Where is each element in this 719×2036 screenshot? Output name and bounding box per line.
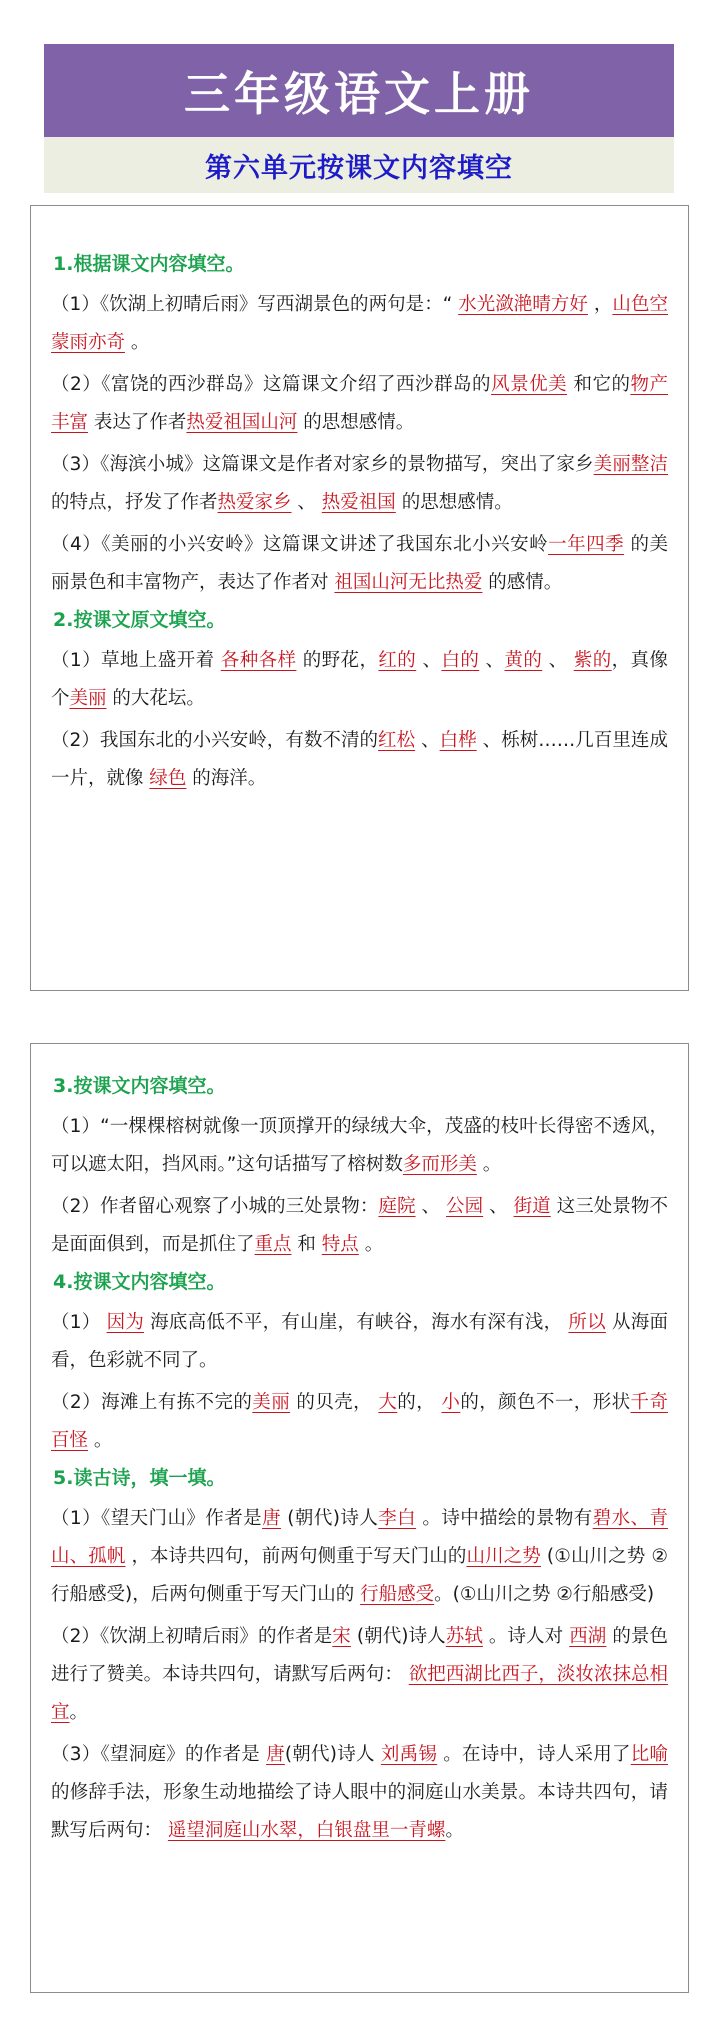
question-text: 的海洋。 — [186, 768, 267, 789]
answer-text: 绿色 — [149, 768, 187, 789]
question-text: 、 — [415, 1196, 446, 1217]
question-text: 。(①山川之势 ②行船感受) — [434, 1584, 655, 1605]
answer-text: 风景优美 — [491, 374, 568, 395]
question-paragraph — [51, 1188, 668, 1264]
answer-text: 特点 — [321, 1234, 359, 1255]
question-text: 。诗中描绘的景物有 — [416, 1508, 593, 1529]
question-text: 的思想感情。 — [297, 412, 415, 433]
question-text: 、 — [416, 650, 442, 671]
question-paragraph — [51, 526, 668, 602]
question-text: 、 — [479, 650, 505, 671]
question-text: （2）海滩上有拣不完的 — [51, 1392, 253, 1413]
header — [44, 44, 674, 193]
answer-text: 小 — [441, 1392, 461, 1413]
question-text: （1）《饮湖上初晴后雨》写西湖景色的两句是：“ — [51, 294, 459, 315]
question-text: （2）作者留心观察了小城的三处景物： — [51, 1196, 379, 1217]
question-text: 的景色进行了赞美。本诗共四句，请默写后两句： — [51, 1626, 668, 1685]
answer-text: 红的 — [378, 650, 417, 671]
answer-text: 祖国山河无比热爱 — [334, 572, 483, 593]
answer-text: 比喻 — [630, 1744, 668, 1765]
question-paragraph — [51, 642, 668, 718]
question-text: （1）草地上盛开着 — [51, 650, 221, 671]
question-text: （2）《饮湖上初晴后雨》的作者是 — [51, 1626, 333, 1647]
answer-text: 多而形美 — [402, 1154, 477, 1175]
question-paragraph — [51, 1736, 668, 1850]
answer-text: 宋 — [332, 1626, 351, 1647]
answer-text: 热爱祖国 — [321, 492, 396, 513]
question-text: 和它的 — [567, 374, 631, 395]
answer-text: 遥望洞庭山水翠，白银盘里一青螺 — [167, 1820, 446, 1841]
answer-text: 白的 — [441, 650, 480, 671]
worksheet-card-1 — [30, 205, 689, 991]
question-text: （3）《望洞庭》的作者是 — [51, 1744, 267, 1765]
question-text: 的大花坛。 — [106, 688, 205, 709]
question-paragraph — [51, 446, 668, 522]
question-paragraph — [51, 1108, 668, 1184]
question-text: (朝代)诗人 — [284, 1744, 381, 1765]
question-text: （2）《富饶的西沙群岛》这篇课文介绍了西沙群岛的 — [51, 374, 492, 395]
answer-text: 大 — [378, 1392, 398, 1413]
answer-text: 山川之势 — [466, 1546, 541, 1567]
question-text: 、 — [483, 1196, 514, 1217]
question-text: ， — [587, 294, 613, 315]
answer-text: 美丽整洁 — [593, 454, 668, 475]
section-title: 1.根据课文内容填空。 — [53, 253, 245, 275]
section-title: 4.按课文内容填空。 — [53, 1271, 226, 1293]
question-text: ，本诗共四句，前两句侧重于写天门山的 — [125, 1546, 467, 1567]
question-text: 。 — [476, 1154, 502, 1175]
question-text: （1）《望天门山》作者是 — [51, 1508, 263, 1529]
question-paragraph — [51, 366, 668, 442]
question-text: 这三处景物不是面面俱到，而是抓住了 — [51, 1196, 668, 1255]
answer-text: 西湖 — [569, 1626, 607, 1647]
question-paragraph — [51, 1384, 668, 1460]
question-text: 。诗人对 — [482, 1626, 570, 1647]
question-text: 、 — [291, 492, 322, 513]
question-text: 、 — [415, 730, 440, 751]
answer-text: 李白 — [378, 1508, 417, 1529]
answer-text: 山色空蒙雨亦奇 — [51, 294, 668, 353]
answer-text: 公园 — [446, 1196, 484, 1217]
answer-text: 千奇百怪 — [51, 1392, 668, 1451]
question-text: 表达了作者 — [88, 412, 187, 433]
question-text: 。 — [88, 1430, 113, 1451]
question-text: 和 — [291, 1234, 322, 1255]
question-text: 的贝壳， — [290, 1392, 379, 1413]
answer-text: 美丽 — [252, 1392, 291, 1413]
question-text: (朝代)诗人 — [280, 1508, 379, 1529]
worksheet-card-2 — [30, 1043, 689, 1993]
question-text: (朝代)诗人 — [350, 1626, 446, 1647]
question-text: 。 — [445, 1820, 464, 1841]
answer-text: 唐 — [262, 1508, 281, 1529]
question-paragraph — [51, 1304, 668, 1380]
question-text: 、栎树……几百里连成一片，就像 — [51, 730, 668, 789]
answer-text: 水光潋滟晴方好 — [458, 294, 588, 315]
answer-text: 庭院 — [378, 1196, 416, 1217]
answer-text: 美丽 — [69, 688, 107, 709]
question-text: （2）我国东北的小兴安岭，有数不清的 — [51, 730, 379, 751]
answer-text: 唐 — [266, 1744, 285, 1765]
answer-text: 紫的 — [573, 650, 612, 671]
question-text: 。 — [69, 1702, 89, 1723]
question-text: （3）《海滨小城》这篇课文是作者对家乡的景物描写，突出了家乡 — [51, 454, 594, 475]
question-paragraph — [51, 286, 668, 362]
page-title: 三年级语文上册 — [44, 44, 674, 137]
answer-text: 各种各样 — [220, 650, 297, 671]
answer-text: 行船感受 — [360, 1584, 435, 1605]
question-text: 的感情。 — [482, 572, 563, 593]
section-title: 2.按课文原文填空。 — [53, 609, 226, 631]
answer-text: 街道 — [513, 1196, 551, 1217]
answer-text: 碧水、青山、孤帆 — [51, 1508, 668, 1567]
question-text: （4）《美丽的小兴安岭》这篇课文讲述了我国东北小兴安岭 — [51, 534, 549, 555]
question-paragraph — [51, 722, 668, 798]
question-text: 的， — [397, 1392, 442, 1413]
answer-text: 刘禹锡 — [380, 1744, 438, 1765]
question-text: 。 — [358, 1234, 384, 1255]
question-text: 的野花， — [296, 650, 379, 671]
answer-text: 重点 — [254, 1234, 292, 1255]
answer-text: 一年四季 — [548, 534, 625, 555]
question-text: 的思想感情。 — [395, 492, 513, 513]
question-text: 从海面看，色彩就不同了。 — [51, 1312, 668, 1371]
question-text: （1）“一棵棵榕树就像一顶顶撑开的绿绒大伞，茂盛的枝叶长得密不透风，可以遮太阳，挡风雨。”这句话描写了榕树数 — [51, 1116, 668, 1175]
answer-text: 黄的 — [504, 650, 543, 671]
section-title: 3.按课文内容填空。 — [53, 1075, 226, 1097]
section-title: 5.读古诗，填一填。 — [53, 1467, 226, 1489]
question-text: （1） — [51, 1312, 107, 1333]
answer-text: 因为 — [106, 1312, 145, 1333]
question-paragraph — [51, 1618, 668, 1732]
page-subtitle: 第六单元按课文内容填空 — [44, 137, 674, 193]
answer-text: 白桦 — [439, 730, 477, 751]
question-text: 海底高低不平，有山崖，有峡谷，海水有深有浅， — [144, 1312, 569, 1333]
question-text: (①山川之势 ②行船感受)，后两句侧重于写天门山的 — [51, 1546, 668, 1605]
answer-text: 热爱祖国山河 — [186, 412, 298, 433]
answer-text: 物产丰富 — [51, 374, 668, 433]
question-text: 。在诗中，诗人采用了 — [437, 1744, 631, 1765]
question-text: 。 — [125, 332, 150, 353]
question-text: 的美丽景色和丰富物产，表达了作者对 — [51, 534, 668, 593]
question-paragraph — [51, 1500, 668, 1614]
answer-text: 所以 — [568, 1312, 606, 1333]
answer-text: 欲把西湖比西子，淡妆浓抹总相宜 — [51, 1664, 668, 1723]
question-text: 的，颜色不一，形状 — [460, 1392, 631, 1413]
question-text: 的修辞手法，形象生动地描绘了诗人眼中的洞庭山水美景。本诗共四句，请默写后两句： — [51, 1782, 668, 1841]
answer-text: 热爱家乡 — [217, 492, 292, 513]
question-text: 的特点，抒发了作者 — [51, 492, 218, 513]
question-text: ，真像个 — [51, 650, 668, 709]
answer-text: 苏轼 — [445, 1626, 483, 1647]
answer-text: 红松 — [378, 730, 416, 751]
question-text: 、 — [542, 650, 574, 671]
